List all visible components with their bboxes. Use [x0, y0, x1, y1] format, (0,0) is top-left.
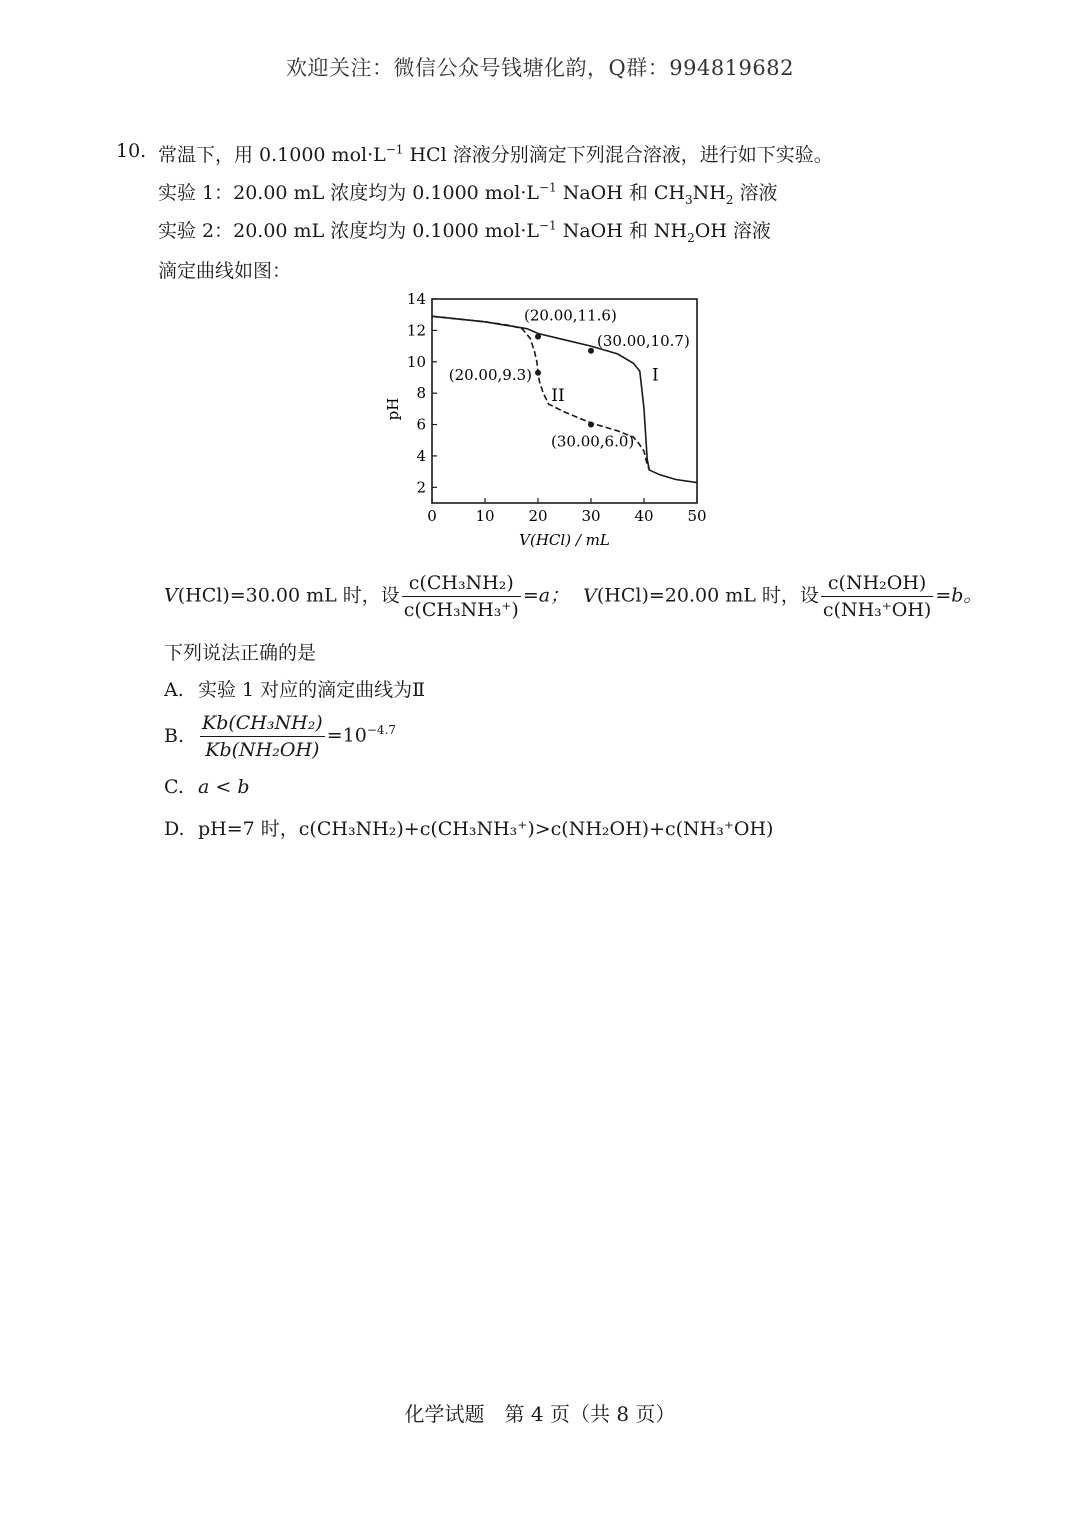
y-axis-label: pH: [384, 397, 402, 421]
data-point-label: (30.00,6.0): [551, 432, 635, 451]
fraction-b-den: c(NH₃⁺OH): [822, 599, 932, 621]
y-tick-label: 6: [416, 415, 426, 434]
chart-marks: [449, 307, 690, 451]
cond-p1: (HCl)=30.00 mL 时，设: [177, 584, 400, 607]
fraction-a-den: c(CH₃NH₃⁺): [403, 599, 519, 621]
x-tick-label: 30: [581, 507, 601, 525]
exp2-sup: −1: [538, 218, 557, 233]
option-d[interactable]: [164, 814, 773, 841]
fraction-a: [402, 572, 521, 621]
option-b-tail: =10: [326, 724, 367, 747]
option-b-num: Kb(CH₃NH₂): [200, 712, 325, 737]
fraction-b: [821, 572, 933, 621]
exp1-d: 溶液: [733, 182, 778, 204]
option-c-label: C.: [164, 776, 184, 798]
exp1-c: NH: [692, 182, 726, 204]
x-tick-label: 0: [427, 507, 437, 525]
cond-eq-a: =a；: [522, 584, 570, 607]
curve-label-I: I: [651, 365, 659, 386]
option-b-label: B.: [164, 724, 185, 747]
condition-line: [164, 572, 982, 621]
chart-axes: [384, 290, 707, 549]
cond-p2: (HCl)=20.00 mL 时，设: [596, 584, 819, 607]
data-point: [535, 370, 541, 376]
option-c-text: a < b: [198, 776, 250, 798]
y-tick-label: 8: [416, 384, 426, 403]
exp2-c: OH 溶液: [694, 220, 771, 242]
data-point: [588, 422, 594, 428]
y-tick-label: 4: [416, 446, 426, 465]
exp2-a: 实验 2：20.00 mL 浓度均为 0.1000 mol·L: [158, 220, 539, 242]
y-tick-label: 2: [416, 478, 426, 497]
titration-chart: [370, 285, 720, 555]
experiment-2: [158, 216, 771, 245]
option-a[interactable]: [164, 675, 425, 702]
option-a-label: A.: [164, 679, 184, 701]
stem-text-b: HCl 溶液分别滴定下列混合溶液，进行如下实验。: [403, 144, 833, 166]
y-tick-label: 14: [406, 290, 426, 308]
exp1-a: 实验 1：20.00 mL 浓度均为 0.1000 mol·L: [158, 182, 539, 204]
fraction-a-num: c(CH₃NH₂): [402, 572, 521, 597]
exp1-sub: 3: [685, 192, 693, 207]
data-point: [588, 348, 594, 354]
x-tick-label: 20: [528, 507, 548, 525]
experiment-1: [158, 178, 778, 207]
option-d-label: D.: [164, 818, 185, 840]
exp2-sub: 2: [687, 230, 695, 245]
x-tick-label: 10: [475, 507, 495, 525]
option-a-text: 实验 1 对应的滴定曲线为Ⅱ: [198, 679, 426, 701]
data-point-label: (30.00,10.7): [597, 331, 690, 350]
curve-label-II: II: [551, 386, 565, 406]
option-b-den: Kb(NH₂OH): [205, 739, 320, 761]
cond-eq-b: =b。: [935, 584, 983, 607]
option-d-text: pH=7 时，c(CH₃NH₂)+c(CH₃NH₃⁺)>c(NH₂OH)+c(NH₃⁺OH): [198, 818, 774, 840]
option-b-sup: −4.7: [366, 723, 396, 738]
curve-intro: 滴定曲线如图：: [158, 260, 292, 282]
y-tick-label: 12: [406, 321, 426, 340]
fraction-b-num: c(NH₂OH): [821, 572, 933, 597]
exp1-sup: −1: [538, 180, 557, 195]
option-b-fraction: [200, 712, 325, 761]
header-watermark: 欢迎关注：微信公众号钱塘化韵，Q群：994819682: [286, 56, 794, 80]
option-c[interactable]: [164, 776, 250, 798]
data-point: [535, 334, 541, 340]
option-b[interactable]: [164, 712, 396, 761]
stem-sup: −1: [385, 142, 404, 157]
data-point-label: (20.00,9.3): [448, 365, 532, 384]
data-point-label: (20.00,11.6): [524, 306, 617, 325]
stem-text-a: 常温下，用 0.1000 mol·L: [158, 144, 386, 166]
question-number: 10.: [116, 140, 147, 162]
exp1-sub2: 2: [725, 192, 734, 207]
question-prompt: 下列说法正确的是: [164, 642, 317, 664]
page-footer: 化学试题 第 4 页（共 8 页）: [404, 1402, 676, 1426]
question-stem: [158, 140, 833, 167]
exp2-b: NaOH 和 NH: [556, 220, 688, 242]
x-axis-label: V(HCl) / mL: [519, 531, 610, 549]
cond-v1: V: [164, 584, 178, 607]
cond-v2: V: [583, 584, 597, 607]
y-tick-label: 10: [406, 352, 426, 371]
x-tick-label: 40: [634, 507, 654, 525]
x-tick-label: 50: [687, 507, 707, 525]
exp1-b: NaOH 和 CH: [556, 182, 686, 204]
